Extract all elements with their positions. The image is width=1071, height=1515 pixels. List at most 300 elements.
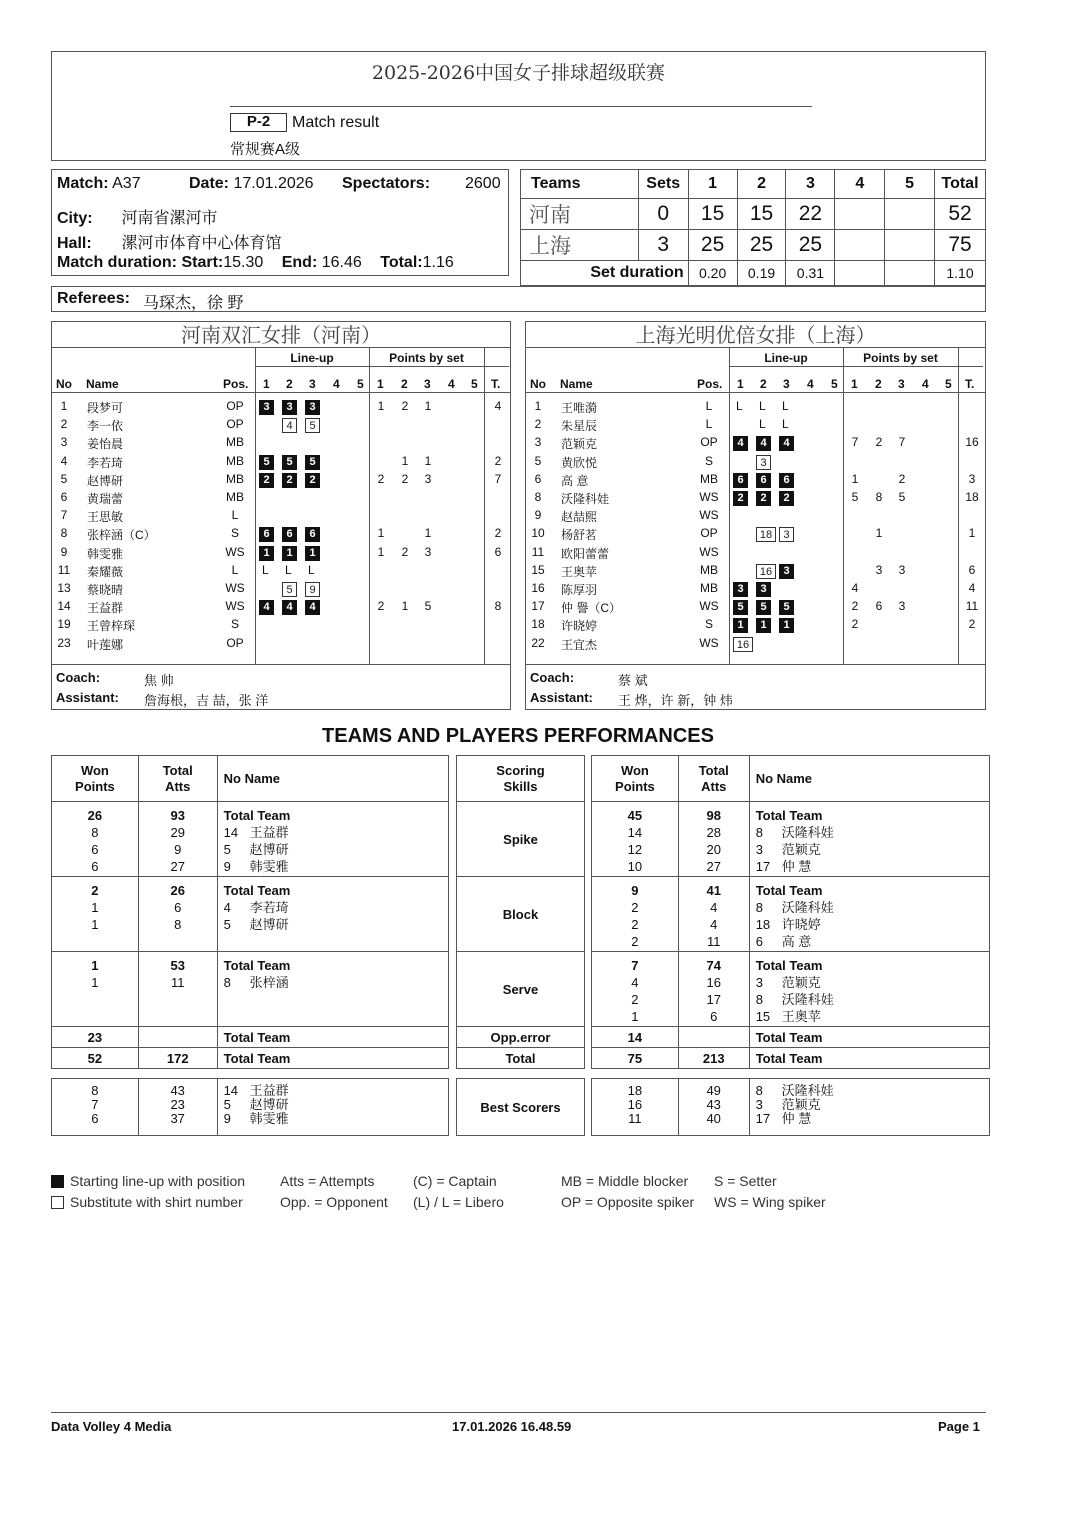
player-number: 3 — [755, 842, 763, 857]
player-number: 8 — [755, 1083, 763, 1098]
starter-position-box: 6 — [733, 473, 748, 488]
points-total: 1 — [968, 526, 976, 541]
away-player-row — [526, 472, 985, 490]
player-entry — [756, 807, 989, 824]
player-entry — [756, 1112, 989, 1126]
sets-away: 3 — [638, 230, 688, 261]
home-assistant-label: Assistant: — [56, 690, 119, 705]
points-total: 6 — [494, 544, 502, 559]
won-cell — [592, 1079, 679, 1136]
home-col-lineup-set: 5 — [357, 377, 364, 391]
points-set: 1 — [424, 399, 432, 413]
atts-value: 11 — [707, 934, 721, 949]
skill-label-row — [457, 877, 585, 952]
points-set: 4 — [851, 581, 859, 595]
player-name: 赵博研 — [249, 842, 289, 857]
doc-code: P-2 — [230, 113, 287, 132]
player-pos: L — [231, 562, 239, 577]
player-name: 范颖克 — [781, 1097, 821, 1112]
dur-set2: 0.19 — [737, 261, 786, 286]
won-value: 16 — [627, 1097, 643, 1112]
player-number: 3 — [755, 1097, 763, 1112]
player-entry — [224, 916, 448, 933]
spectators-label: Spectators: — [342, 175, 431, 192]
score-row-away — [521, 230, 986, 261]
player-name: 欧阳蕾蕾 — [561, 546, 610, 561]
won-cell — [52, 952, 139, 1027]
starter-position-box: 2 — [779, 491, 794, 506]
player-pos: WS — [699, 508, 719, 523]
player-no: 5 — [60, 471, 68, 486]
won-value: 2 — [631, 992, 639, 1007]
points-total: 16 — [965, 435, 979, 450]
points-total: 2 — [494, 453, 502, 468]
player-no: 22 — [531, 635, 545, 650]
player-no: 11 — [57, 562, 71, 577]
total-row — [52, 1048, 449, 1069]
player-pos: WS — [699, 544, 719, 559]
sub-swatch — [51, 1196, 64, 1209]
away-player-row — [526, 636, 985, 654]
starter-position-box: 5 — [259, 455, 274, 470]
substitute-box: 5 — [305, 418, 320, 433]
home-col-points-set: 3 — [424, 377, 431, 391]
home-col-points-set: 1 — [377, 377, 384, 391]
atts-value: 49 — [706, 1083, 721, 1098]
best-scorers-row — [52, 1079, 449, 1136]
player-pos: WS — [699, 635, 719, 650]
city-label: City: — [57, 210, 93, 227]
score-row-home — [521, 199, 986, 230]
total-name: Total Team — [749, 1048, 989, 1069]
player-pos: WS — [225, 599, 245, 614]
home-col-no: No — [56, 377, 72, 391]
skill-row-block — [592, 877, 990, 952]
score-table — [520, 169, 986, 286]
spectators: 2600 — [465, 175, 501, 192]
won-cell — [592, 952, 679, 1027]
player-pos: MB — [700, 562, 718, 577]
player-name: 高 意 — [781, 934, 812, 949]
away-player-row — [526, 417, 985, 435]
match-date: 17.01.2026 — [233, 175, 314, 192]
hdr-teams: Teams — [521, 170, 639, 199]
total-header: Total — [162, 762, 193, 778]
away-col-lineup-set: 4 — [807, 377, 814, 391]
home-col-lineup-set: 1 — [263, 377, 270, 391]
set-duration-label: Set duration — [521, 261, 689, 286]
total-won: 52 — [52, 1048, 139, 1069]
substitute-box: 3 — [779, 527, 794, 542]
best-scorers-label: Best Scorers — [457, 1079, 585, 1136]
skill-row-serve — [592, 952, 990, 1027]
points-set: 1 — [851, 471, 859, 486]
atts-value: 16 — [706, 975, 721, 990]
away-col-name: Name — [560, 377, 593, 391]
home-player-row — [52, 454, 510, 472]
atts-value: 41 — [706, 883, 721, 898]
player-name: 韩雯雅 — [249, 1111, 289, 1126]
atts-value: 17 — [706, 992, 721, 1007]
atts-value: 43 — [170, 1083, 185, 1098]
total-team-label: Total Team — [223, 808, 291, 823]
atts-value: 23 — [170, 1097, 185, 1112]
home-player-row — [52, 435, 510, 453]
libero-mark: L — [759, 399, 766, 413]
away-coach: 蔡 斌 — [618, 673, 648, 688]
player-pos: WS — [225, 581, 245, 595]
player-name: 沃隆科娃 — [561, 492, 610, 506]
home-team-title: 河南双汇女排（河南） — [52, 322, 510, 348]
starter-position-box: 6 — [282, 527, 297, 542]
player-pos: S — [230, 617, 239, 632]
player-number: 5 — [223, 1097, 231, 1112]
points-set: 2 — [401, 544, 409, 559]
player-entry — [224, 882, 448, 899]
scoring-skills-header — [457, 756, 585, 802]
player-number: 9 — [223, 1111, 231, 1126]
points-set: 2 — [851, 617, 859, 632]
end-time: 16.46 — [321, 254, 362, 271]
won-value: 6 — [91, 1111, 99, 1126]
dur-set4 — [835, 261, 885, 286]
home-player-row — [52, 508, 510, 526]
libero-mark: L — [736, 399, 743, 413]
starter-position-box: 3 — [756, 582, 771, 597]
player-pos: OP — [700, 526, 718, 541]
substitute-box: 18 — [756, 527, 776, 542]
no-name-header: No Name — [217, 756, 448, 802]
won-value: 7 — [91, 1097, 99, 1112]
points-set: 1 — [401, 453, 409, 468]
player-name: 段梦可 — [87, 401, 124, 415]
player-number: 6 — [755, 934, 763, 949]
sets-home: 0 — [638, 199, 688, 230]
match-no: A37 — [112, 175, 141, 192]
atts-cell — [678, 952, 749, 1027]
points-header: Points — [75, 778, 115, 794]
away-points-header: Points by set — [863, 351, 938, 365]
duration-label: Match duration: — [57, 254, 177, 271]
player-name: 李一依 — [87, 419, 124, 434]
won-value: 26 — [87, 808, 103, 823]
player-name: 叶莲娜 — [87, 637, 124, 652]
atts-value: 26 — [170, 883, 185, 898]
referees-box — [51, 286, 986, 312]
home-player-row — [52, 417, 510, 435]
starter-position-box: 5 — [305, 455, 320, 470]
scoring-header: Scoring — [496, 762, 545, 778]
won-cell — [52, 802, 139, 877]
home-player-row — [52, 490, 510, 508]
home-col-points-set: 4 — [448, 377, 455, 391]
dur-total: 1.10 — [935, 261, 986, 286]
player-pos: MB — [226, 453, 244, 468]
points-set: 2 — [875, 435, 883, 450]
away-player-row — [526, 399, 985, 417]
total-home: 52 — [935, 199, 986, 230]
points-set: 2 — [401, 471, 409, 486]
perf-header-row — [592, 756, 990, 802]
legend-opp: Opp. = Opponent — [280, 1194, 388, 1210]
points-total: 2 — [968, 617, 976, 632]
player-entry — [224, 858, 448, 875]
team-home: 河南 — [521, 199, 639, 230]
starter-position-box: 3 — [259, 400, 274, 415]
starter-position-box: 4 — [779, 436, 794, 451]
player-entry — [224, 807, 448, 824]
total-atts: 213 — [678, 1048, 749, 1069]
away-coach-label: Coach: — [530, 670, 575, 685]
player-name: 蔡晓晴 — [87, 583, 124, 597]
starter-position-box: 2 — [259, 473, 274, 488]
player-name: 王曾梓琛 — [87, 619, 136, 634]
won-value: 7 — [631, 958, 639, 973]
name-cell — [217, 877, 448, 952]
atts-cell — [138, 952, 217, 1027]
atts-cell — [138, 802, 217, 877]
won-value: 1 — [91, 958, 99, 973]
player-entry — [224, 824, 448, 841]
player-name: 王唯漪 — [561, 401, 598, 415]
best-scorers-row — [592, 1079, 990, 1136]
away-col-lineup-set: 2 — [760, 377, 767, 391]
player-no: 23 — [57, 635, 71, 650]
player-name: 陈厚羽 — [561, 583, 598, 597]
player-name: 范颖克 — [781, 842, 821, 857]
header-box — [51, 51, 986, 161]
away-col-lineup-set: 5 — [831, 377, 838, 391]
starter-position-box: 3 — [282, 400, 297, 415]
total-team-label: Total Team — [223, 883, 291, 898]
player-entry — [224, 841, 448, 858]
footer-left: Data Volley 4 Media — [51, 1419, 172, 1434]
name-cell — [749, 952, 989, 1027]
starter-position-box: 3 — [733, 582, 748, 597]
total-team-label: Total Team — [755, 808, 823, 823]
skill-label: Serve — [457, 952, 585, 1027]
starter-position-box: 5 — [756, 600, 771, 615]
won-value: 45 — [627, 808, 643, 823]
player-entry — [756, 858, 989, 875]
away-col-lineup-set: 1 — [737, 377, 744, 391]
player-name: 赵博研 — [249, 1097, 289, 1112]
points-set: 5 — [424, 599, 432, 614]
player-no: 7 — [60, 508, 68, 523]
player-no: 1 — [534, 399, 542, 413]
atts-cell — [138, 1079, 217, 1136]
player-name: 韩雯雅 — [87, 546, 124, 561]
player-number: 17 — [755, 1111, 771, 1126]
skill-label: Spike — [457, 802, 585, 877]
won-value: 9 — [631, 883, 639, 898]
points-set: 5 — [898, 490, 906, 504]
opp_error-atts — [678, 1027, 749, 1048]
won-cell — [52, 877, 139, 952]
points-total: 2 — [494, 526, 502, 541]
player-pos: OP — [700, 435, 718, 450]
starter-position-box: 2 — [305, 473, 320, 488]
total-team-label: Total Team — [223, 958, 291, 973]
home-performance — [51, 755, 449, 1136]
atts-value: 6 — [710, 1009, 718, 1024]
points-set: 2 — [851, 599, 859, 614]
home-col-lineup-set: 4 — [333, 377, 340, 391]
away-assistant: 王 烨，许 新，钟 炜 — [618, 693, 733, 708]
end-label: End: — [281, 254, 318, 271]
player-name: 高 意 — [561, 473, 589, 488]
home-assistant: 詹海根，吉 喆，张 洋 — [144, 693, 269, 708]
starter-position-box: 4 — [259, 600, 274, 615]
player-no: 9 — [534, 508, 542, 523]
atts-value: 29 — [170, 825, 185, 840]
player-entry — [224, 899, 448, 916]
referees-label: Referees: — [57, 290, 130, 307]
home-col-lineup-set: 3 — [309, 377, 316, 391]
player-number: 8 — [755, 825, 763, 840]
points-total: 4 — [968, 581, 976, 595]
atts-header: Atts — [165, 778, 191, 794]
atts-value: 4 — [710, 900, 718, 915]
home-points-header: Points by set — [389, 351, 464, 365]
player-entry — [756, 1098, 989, 1112]
away-col-points-set: 4 — [922, 377, 929, 391]
hdr-set4: 4 — [835, 170, 885, 199]
starter-position-box: 1 — [779, 618, 794, 633]
player-number: 15 — [755, 1009, 771, 1024]
player-no: 3 — [534, 435, 542, 450]
won-cell — [592, 877, 679, 952]
player-no: 10 — [531, 526, 545, 541]
starter-position-box: 5 — [779, 600, 794, 615]
points-set: 3 — [424, 544, 432, 559]
no-name-header: No Name — [749, 756, 989, 802]
substitute-box: 16 — [733, 637, 753, 652]
away-team-title: 上海光明优倍女排（上海） — [526, 322, 985, 348]
atts-cell — [678, 1079, 749, 1136]
set3-away: 25 — [786, 230, 835, 261]
libero-mark: L — [759, 417, 766, 432]
player-no: 13 — [57, 581, 71, 595]
set4-home — [835, 199, 885, 230]
away-player-row — [526, 508, 985, 526]
points-set: 6 — [875, 599, 883, 614]
player-name: 王奥苹 — [561, 564, 598, 579]
away-player-row — [526, 454, 985, 472]
name-cell — [217, 952, 448, 1027]
won-value: 6 — [91, 859, 99, 874]
player-number: 8 — [755, 900, 763, 915]
player-pos: WS — [225, 544, 245, 559]
footer-right: Page 1 — [938, 1419, 980, 1434]
atts-value: 6 — [174, 900, 182, 915]
away-hline — [526, 664, 985, 665]
hall-label: Hall: — [57, 235, 92, 252]
home-performance-table — [51, 755, 449, 1069]
skills-column — [456, 755, 585, 1136]
phase: 常规赛A级 — [230, 141, 301, 158]
player-entry — [756, 841, 989, 858]
total-atts: 172 — [138, 1048, 217, 1069]
player-name: 杨舒茗 — [561, 528, 598, 543]
won-value: 10 — [627, 859, 643, 874]
starter-swatch — [51, 1175, 64, 1188]
player-name: 沃隆科娃 — [781, 1083, 834, 1098]
player-name: 许晓婷 — [561, 619, 598, 634]
won-value: 18 — [627, 1083, 643, 1098]
won-value: 8 — [91, 825, 99, 840]
player-pos: S — [704, 453, 713, 468]
points-set: 3 — [898, 599, 906, 614]
starter-position-box: 3 — [305, 400, 320, 415]
substitute-box: 4 — [282, 418, 297, 433]
league-title: 2025-2026中国女子排球超级联赛 — [371, 62, 666, 84]
atts-cell — [678, 802, 749, 877]
player-pos: MB — [226, 471, 244, 486]
player-name: 仲 慧 — [781, 859, 812, 874]
points-set: 3 — [898, 562, 906, 577]
match-info-box — [51, 169, 509, 276]
player-number: 4 — [223, 900, 231, 915]
player-name: 范颖克 — [781, 975, 821, 990]
player-no: 14 — [57, 599, 71, 614]
player-entry — [224, 1112, 448, 1126]
player-name: 仲 慧 — [781, 1111, 812, 1126]
opp_error-atts — [138, 1027, 217, 1048]
player-pos: S — [230, 526, 239, 541]
city: 河南省漯河市 — [121, 210, 218, 227]
home-col-pos: Pos. — [223, 377, 249, 391]
away-hline — [526, 392, 985, 393]
set5-away — [885, 230, 935, 261]
player-name: 张梓涵 — [249, 975, 289, 990]
player-no: 5 — [534, 453, 542, 468]
away-hline — [729, 366, 983, 367]
home-coach: 焦 帅 — [144, 673, 174, 688]
legend-libero: (L) / L = Libero — [413, 1194, 504, 1210]
skill-label-row — [457, 952, 585, 1027]
opp_error-label-row — [457, 1027, 585, 1048]
skill-label: Block — [457, 877, 585, 952]
away-player-row — [526, 545, 985, 563]
home-player-row — [52, 399, 510, 417]
player-name: 沃隆科娃 — [781, 992, 834, 1007]
atts-value: 53 — [170, 958, 185, 973]
legend-captain: (C) = Captain — [413, 1173, 497, 1189]
won-value: 2 — [631, 934, 639, 949]
referees-names: 马琛杰，徐 野 — [143, 295, 244, 312]
name-cell — [749, 802, 989, 877]
player-entry — [756, 957, 989, 974]
player-number: 5 — [223, 917, 231, 932]
player-pos: OP — [226, 635, 244, 650]
away-col-points-set: 3 — [898, 377, 905, 391]
home-hline — [255, 366, 509, 367]
starter-position-box: 5 — [282, 455, 297, 470]
starter-position-box: 2 — [282, 473, 297, 488]
starter-position-box: 6 — [779, 473, 794, 488]
total-row — [592, 1048, 990, 1069]
atts-value: 27 — [170, 859, 185, 874]
player-name: 韩雯雅 — [249, 859, 289, 874]
points-total: 6 — [968, 562, 976, 577]
opp_error-won: 23 — [52, 1027, 139, 1048]
won-value: 1 — [91, 975, 99, 990]
player-name: 黄瑞蕾 — [87, 492, 124, 506]
start-time: 15.30 — [223, 254, 264, 271]
substitute-box: 16 — [756, 564, 776, 579]
points-set: 2 — [377, 471, 385, 486]
